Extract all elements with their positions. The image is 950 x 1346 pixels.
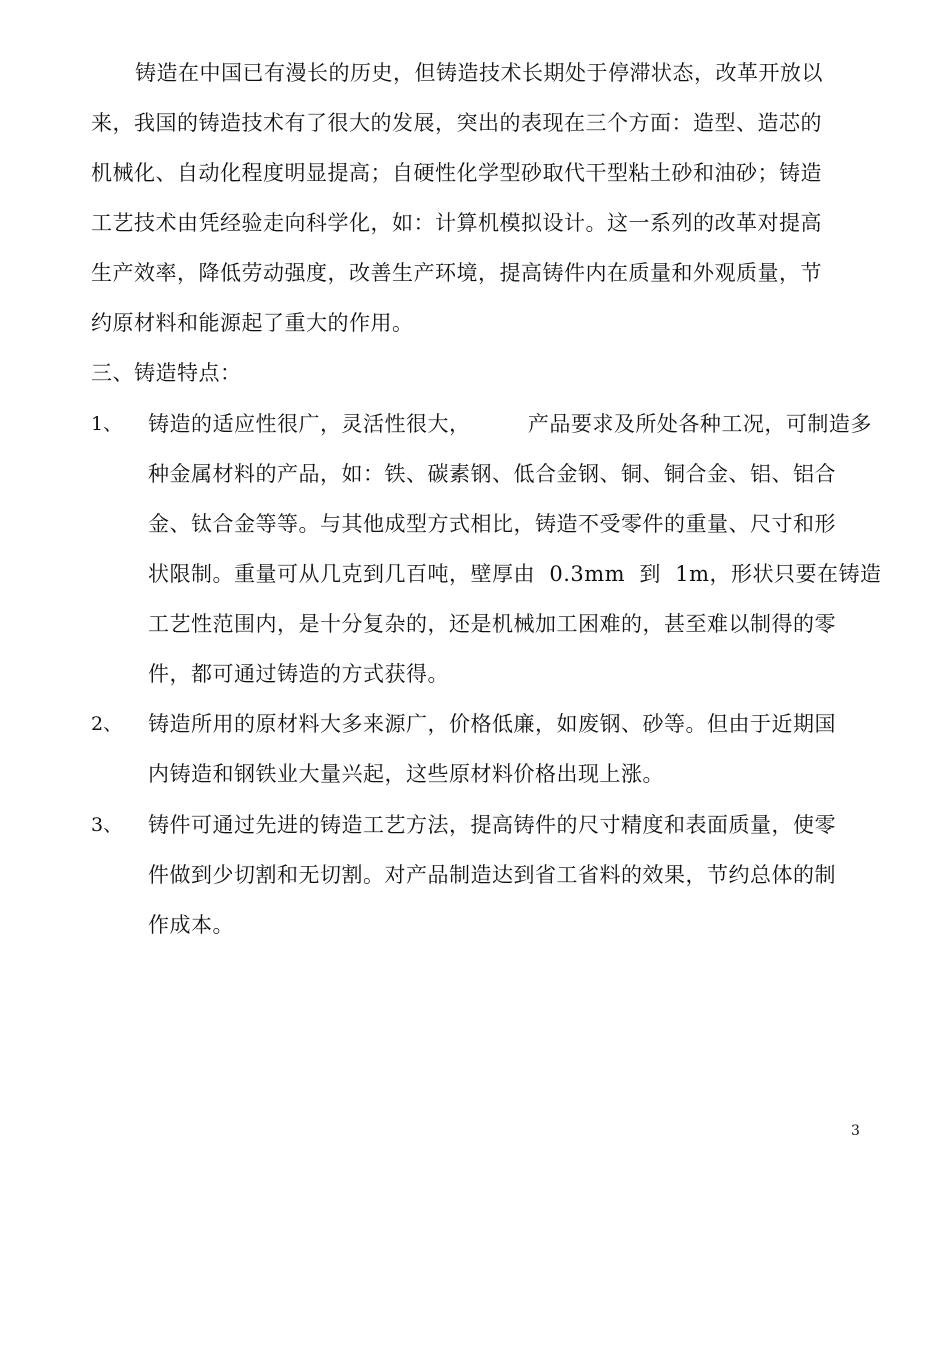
- item-line: 状限制。重量可从几克到几百吨，壁厚由 0.3mm 到 1m，形状只要在铸造: [148, 562, 882, 586]
- item-line: 铸造所用的原材料大多来源广，价格低廉，如废钢、砂等。但由于近期国: [148, 712, 836, 736]
- item-line: 金、钛合金等等。与其他成型方式相比，铸造不受零件的重量、尺寸和形: [148, 512, 836, 536]
- item-line: 件做到少切割和无切割。对产品制造达到省工省料的效果，节约总体的制: [148, 863, 836, 887]
- item-line: 工艺性范围内，是十分复杂的，还是机械加工困难的，甚至难以制得的零: [148, 612, 836, 636]
- item-number: 3、: [91, 814, 123, 836]
- intro-line: 约原材料和能源起了重大的作用。: [91, 311, 414, 335]
- intro-line: 工艺技术由凭经验走向科学化，如：计算机模拟设计。这一系列的改革对提高: [91, 211, 822, 235]
- intro-line: 生产效率，降低劳动强度，改善生产环境，提高铸件内在质量和外观质量，节: [91, 261, 822, 285]
- item-line: 种金属材料的产品，如：铁、碳素钢、低合金钢、铜、铜合金、铝、铝合: [148, 462, 836, 486]
- item-line: 铸件可通过先进的铸造工艺方法，提高铸件的尺寸精度和表面质量，使零: [148, 813, 836, 837]
- page-number: 3: [851, 1123, 860, 1139]
- item-line: 内铸造和钢铁业大量兴起，这些原材料价格出现上涨。: [148, 762, 664, 786]
- section-heading: 三、铸造特点：: [91, 361, 242, 385]
- item-line: 铸造的适应性很广，灵活性很大， 产品要求及所处各种工况，可制造多: [148, 412, 872, 436]
- intro-line: 来，我国的铸造技术有了很大的发展，突出的表现在三个方面：造型、造芯的: [91, 111, 822, 135]
- item-line: 作成本。: [148, 913, 234, 937]
- intro-line: 机械化、自动化程度明显提高；自硬性化学型砂取代干型粘土砂和油砂；铸造: [91, 161, 822, 185]
- item-number: 2、: [91, 713, 123, 735]
- item-line: 件，都可通过铸造的方式获得。: [148, 662, 449, 686]
- item-number: 1、: [91, 413, 123, 435]
- intro-line: 铸造在中国已有漫长的历史，但铸造技术长期处于停滞状态，改革开放以: [135, 61, 823, 85]
